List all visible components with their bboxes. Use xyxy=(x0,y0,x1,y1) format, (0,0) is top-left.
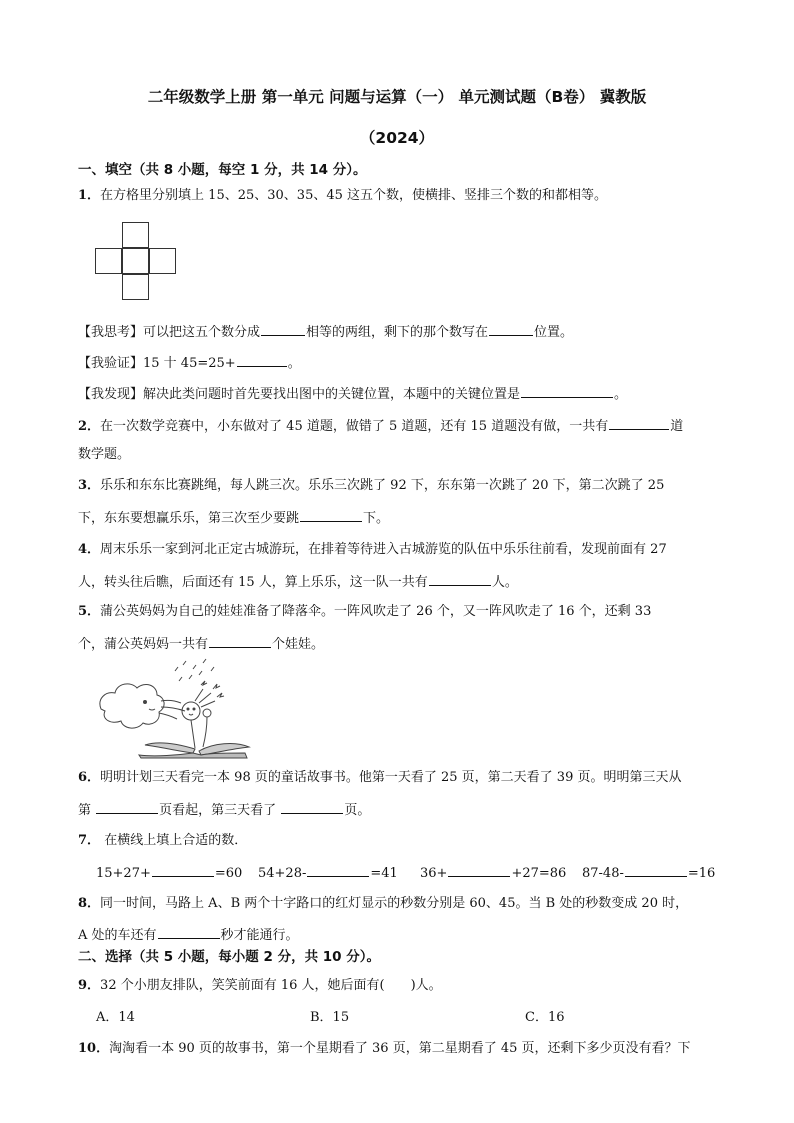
question-text: 页。 xyxy=(344,803,371,818)
verify-text: 。 xyxy=(287,356,301,371)
think-text: 相等的两组，剩下的那个数写在 xyxy=(306,325,489,340)
question-number: 9． xyxy=(78,978,101,993)
question-text: 人，转头往后瞧，后面还有 15 人，算上乐乐，这一队一共有 xyxy=(78,575,428,590)
answer-blank[interactable] xyxy=(521,384,613,398)
question-text: 个娃娃。 xyxy=(272,637,325,652)
option-a[interactable]: A．14 xyxy=(96,1010,135,1025)
discover-text: 【我发现】解决此类问题时首先要找出图中的关键位置，本题中的关键位置是 xyxy=(78,387,521,402)
answer-blank[interactable] xyxy=(281,800,343,814)
question-9 xyxy=(78,977,442,995)
question-7 xyxy=(78,832,247,850)
equation-text: 54+28- xyxy=(258,866,307,881)
question-6 xyxy=(78,769,681,787)
question-text: 下，东东要想赢乐乐，第三次至少要跳 xyxy=(78,511,300,526)
page-title: 二年级数学上册 第一单元 问题与运算（一） 单元测试题（B卷） 冀教版 xyxy=(147,88,647,106)
answer-blank[interactable] xyxy=(209,634,271,648)
question-number: 5． xyxy=(78,604,101,619)
equation-2 xyxy=(258,863,398,883)
answer-blank[interactable] xyxy=(158,925,220,939)
answer-blank[interactable] xyxy=(261,322,305,336)
question-10 xyxy=(78,1040,691,1058)
equation-text: 15+27+ xyxy=(96,866,151,881)
grid-cell-center[interactable] xyxy=(122,248,149,274)
question-6-line2 xyxy=(78,800,370,820)
equation-1 xyxy=(96,863,242,883)
equation-text: 87-48- xyxy=(582,866,624,881)
answer-blank[interactable] xyxy=(152,863,214,877)
question-4 xyxy=(78,541,667,559)
question-text: 淘淘看一本 90 页的故事书，第一个星期看了 36 页，第二星期看了 45 页，还剩下多少页没有看？下 xyxy=(109,1041,691,1056)
question-number: 6． xyxy=(78,770,101,785)
equation-text: =60 xyxy=(214,866,243,881)
think-text: 位置。 xyxy=(534,325,574,340)
question-3 xyxy=(78,477,664,495)
question-5 xyxy=(78,603,651,621)
question-3-line2 xyxy=(78,508,389,528)
question-number: 7． xyxy=(78,833,101,848)
answer-blank[interactable] xyxy=(448,863,510,877)
answer-blank[interactable] xyxy=(609,416,669,430)
answer-blank[interactable] xyxy=(625,863,687,877)
verify-text: 【我验证】15 十 45=25+ xyxy=(78,356,236,371)
section1-heading: 一、填空（共 8 小题，每空 1 分，共 14 分）。 xyxy=(78,162,367,178)
question-text: 人。 xyxy=(491,575,518,590)
equation-text: =41 xyxy=(370,866,398,881)
question-number: 2． xyxy=(78,419,101,434)
question-8-line2 xyxy=(78,925,299,945)
answer-blank[interactable] xyxy=(237,353,287,367)
question-text: 个，蒲公英妈妈一共有 xyxy=(78,637,209,652)
answer-blank[interactable] xyxy=(489,322,533,336)
equation-text: 36+ xyxy=(420,866,448,881)
answer-blank[interactable] xyxy=(96,800,158,814)
think-text: 【我思考】可以把这五个数分成 xyxy=(78,325,261,340)
question-text: 秒才能通行。 xyxy=(220,928,299,943)
question-number: 1． xyxy=(78,188,101,203)
question-text: 在横线上填上合适的数． xyxy=(104,833,248,848)
question-text: 道 xyxy=(670,419,684,434)
grid-cell-top[interactable] xyxy=(122,222,149,248)
grid-cell-left[interactable] xyxy=(95,248,122,274)
question-text: 页看起，第三天看了 xyxy=(159,803,277,818)
question-text: 在方格里分别填上 15、25、30、35、45 这五个数，使横排、竖排三个数的和都相等。 xyxy=(100,188,608,203)
question-text: 在一次数学竞赛中，小东做对了 45 道题，做错了 5 道题，还有 15 道题没有做，一共有 xyxy=(100,419,609,434)
equation-text: +27=86 xyxy=(511,866,567,881)
question-text: 蒲公英妈妈为自己的娃娃准备了降落伞。一阵风吹走了 26 个，又一阵风吹走了 16 个，还剩 33 xyxy=(100,604,652,619)
question-text: 明明计划三天看完一本 98 页的童话故事书。他第一天看了 25 页，第二天看了 39 页。明明第三天从 xyxy=(100,770,682,785)
q1-think-line xyxy=(78,322,573,342)
question-text: 下。 xyxy=(363,511,390,526)
question-number: 4． xyxy=(78,542,101,557)
option-b[interactable]: B．15 xyxy=(310,1010,350,1025)
discover-text: 。 xyxy=(614,387,628,402)
question-4-line2 xyxy=(78,572,518,592)
equation-3 xyxy=(420,863,566,883)
section2-heading: 二、选择（共 5 小题，每小题 2 分，共 10 分）。 xyxy=(78,949,381,965)
question-number: 3． xyxy=(78,478,101,493)
option-c[interactable]: C．16 xyxy=(525,1010,565,1025)
page-title-year: （2024） xyxy=(359,129,435,147)
question-number: 8． xyxy=(78,896,101,911)
equation-text: =16 xyxy=(687,866,716,881)
answer-blank[interactable] xyxy=(307,863,369,877)
answer-blank[interactable] xyxy=(429,572,491,586)
q1-verify-line xyxy=(78,353,301,373)
question-number: 10． xyxy=(78,1041,110,1056)
question-text: 32 个小朋友排队，笑笑前面有 16 人，她后面有( )人。 xyxy=(100,978,442,993)
question-8 xyxy=(78,895,688,913)
grid-cell-right[interactable] xyxy=(149,248,176,274)
dandelion-wind-illustration xyxy=(95,657,290,763)
question-text: 周末乐乐一家到河北正定古城游玩，在排着等待进入古城游览的队伍中乐乐往前看，发现前面有 27 xyxy=(100,542,667,557)
question-text: 第 xyxy=(78,803,92,818)
question-text: 乐乐和东东比赛跳绳，每人跳三次。乐乐三次跳了 92 下，东东第一次跳了 20 下，第二次跳了 25 xyxy=(100,478,665,493)
question-text: A 处的车还有 xyxy=(78,928,157,943)
question-5-line2 xyxy=(78,634,324,654)
q1-discover-line xyxy=(78,384,627,404)
question-2 xyxy=(78,416,683,436)
equation-4 xyxy=(582,863,715,883)
answer-blank[interactable] xyxy=(300,508,362,522)
question-1 xyxy=(78,187,607,205)
grid-cell-bottom[interactable] xyxy=(122,274,149,300)
question-2-line2: 数学题。 xyxy=(78,447,131,462)
question-text: 同一时间，马路上 A、B 两个十字路口的红灯显示的秒数分别是 60、45。当 B 处的秒数变成 20 时， xyxy=(100,896,689,911)
